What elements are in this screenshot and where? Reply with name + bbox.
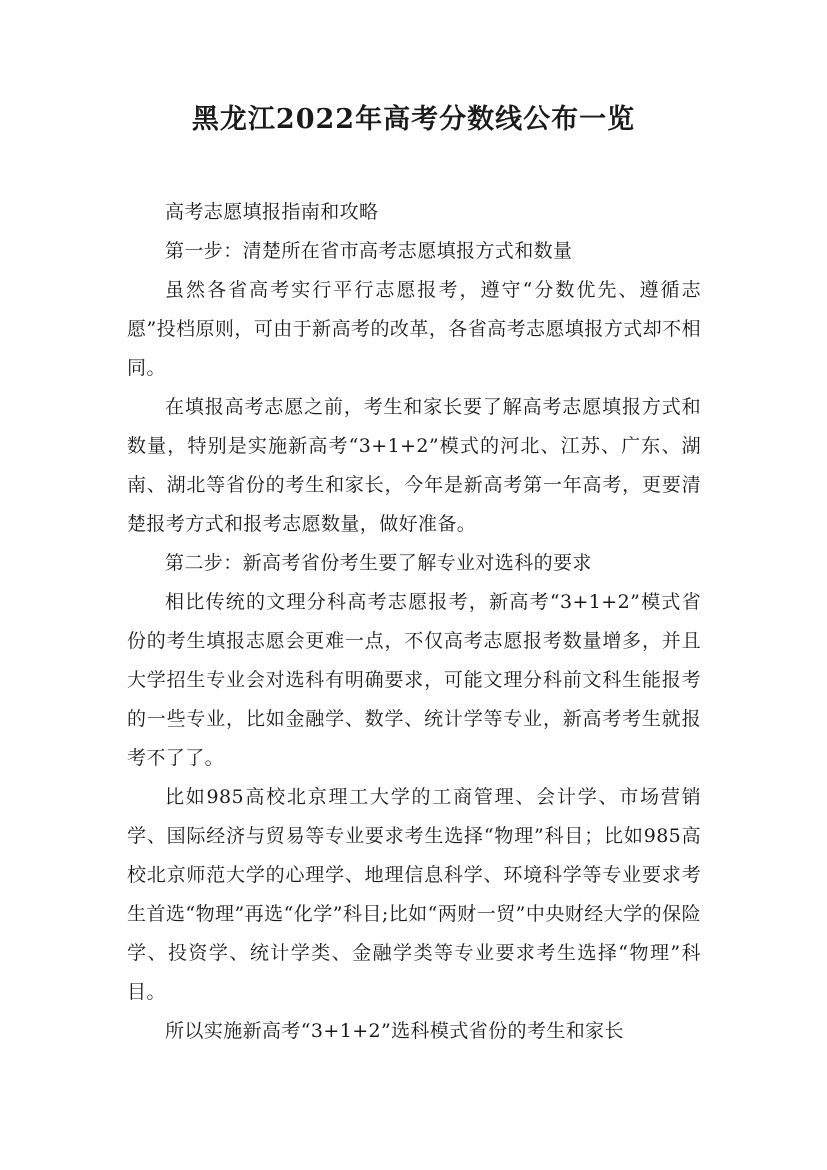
paragraph-step-one-heading: 第一步：清楚所在省市高考志愿填报方式和数量 xyxy=(165,240,573,262)
paragraph-step-two-heading: 第二步：新高考省份考生要了解专业对选科的要求 xyxy=(165,552,592,574)
paragraph-step-two-examples: 比如985高校北京理工大学的工商管理、会计学、市场营销学、国际经济与贸易等专业要求考生选择“物理”科目；比如985高校北京师范大学的心理学、地理信息科学、环境科学等专业要求考生首选“物理”再选“化学”科目;比如“两财一贸”中央财经大学的保险学、投资学、统计学类、金融学类等专业要求考生选择“物理”科目。 xyxy=(127,786,701,1003)
paragraph-step-two-intro: 相比传统的文理分科高考志愿报考，新高考“3+1+2”模式省份的考生填报志愿会更难一点，不仅高考志愿报考数量增多，并且大学招生专业会对选科有明确要求，可能文理分科前文科生能报考的一些专业，比如金融学、数学、统计学等专业，新高考考生就报考不了了。 xyxy=(127,591,701,769)
document-body xyxy=(127,193,701,1051)
document-title: 黑龙江2022年高考分数线公布一览 xyxy=(191,104,636,135)
paragraph-guide-heading: 高考志愿填报指南和攻略 xyxy=(165,201,379,223)
paragraph-conclusion: 所以实施新高考“3+1+2”选科模式省份的考生和家长 xyxy=(165,1020,624,1042)
paragraph-step-one-detail: 在填报高考志愿之前，考生和家长要了解高考志愿填报方式和数量，特别是实施新高考“3+1+2”模式的河北、江苏、广东、湖南、湖北等省份的考生和家长，今年是新高考第一年高考，更要清楚报考方式和报考志愿数量，做好准备。 xyxy=(127,396,701,535)
paragraph-step-one-intro: 虽然各省高考实行平行志愿报考，遵守“分数优先、遵循志愿”投档原则，可由于新高考的改革，各省高考志愿填报方式却不相同。 xyxy=(127,279,701,379)
